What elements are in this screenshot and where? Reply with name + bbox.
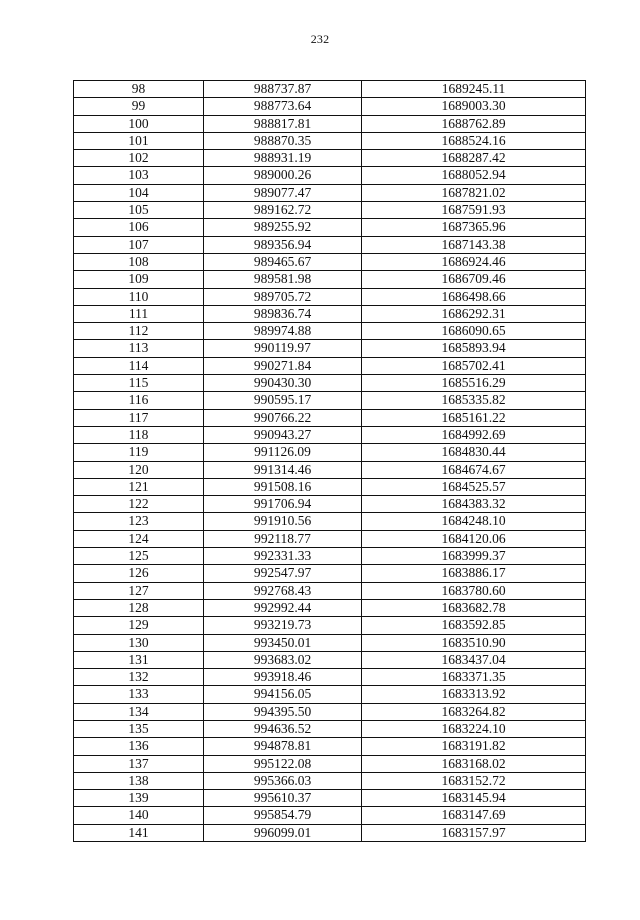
x-coordinate-cell: 994636.52 xyxy=(204,720,362,737)
table-row xyxy=(74,669,586,686)
point-number-cell: 98 xyxy=(74,81,204,98)
x-coordinate-cell: 991126.09 xyxy=(204,444,362,461)
point-number-cell: 125 xyxy=(74,548,204,565)
table-row xyxy=(74,461,586,478)
point-number-cell: 121 xyxy=(74,478,204,495)
table-row xyxy=(74,115,586,132)
y-coordinate-cell: 1683147.69 xyxy=(362,807,586,824)
point-number-cell: 113 xyxy=(74,340,204,357)
point-number-cell: 141 xyxy=(74,824,204,841)
point-number-cell: 105 xyxy=(74,202,204,219)
y-coordinate-cell: 1689245.11 xyxy=(362,81,586,98)
x-coordinate-cell: 991910.56 xyxy=(204,513,362,530)
point-number-cell: 112 xyxy=(74,323,204,340)
y-coordinate-cell: 1687143.38 xyxy=(362,236,586,253)
table-row xyxy=(74,720,586,737)
point-number-cell: 137 xyxy=(74,755,204,772)
x-coordinate-cell: 995366.03 xyxy=(204,772,362,789)
y-coordinate-cell: 1683191.82 xyxy=(362,738,586,755)
point-number-cell: 122 xyxy=(74,496,204,513)
y-coordinate-cell: 1685335.82 xyxy=(362,392,586,409)
y-coordinate-cell: 1683592.85 xyxy=(362,617,586,634)
y-coordinate-cell: 1683157.97 xyxy=(362,824,586,841)
table-row xyxy=(74,599,586,616)
point-number-cell: 104 xyxy=(74,184,204,201)
table-row xyxy=(74,686,586,703)
point-number-cell: 126 xyxy=(74,565,204,582)
page-number: 232 xyxy=(310,32,330,46)
x-coordinate-cell: 989581.98 xyxy=(204,271,362,288)
table-row xyxy=(74,426,586,443)
y-coordinate-cell: 1689003.30 xyxy=(362,98,586,115)
x-coordinate-cell: 991314.46 xyxy=(204,461,362,478)
x-coordinate-cell: 994395.50 xyxy=(204,703,362,720)
x-coordinate-cell: 995122.08 xyxy=(204,755,362,772)
y-coordinate-cell: 1687365.96 xyxy=(362,219,586,236)
table-row xyxy=(74,617,586,634)
point-number-cell: 135 xyxy=(74,720,204,737)
table-row xyxy=(74,132,586,149)
y-coordinate-cell: 1683371.35 xyxy=(362,669,586,686)
x-coordinate-cell: 990943.27 xyxy=(204,426,362,443)
y-coordinate-cell: 1683999.37 xyxy=(362,548,586,565)
coordinates-table-body xyxy=(74,81,586,842)
point-number-cell: 108 xyxy=(74,253,204,270)
x-coordinate-cell: 989974.88 xyxy=(204,323,362,340)
point-number-cell: 130 xyxy=(74,634,204,651)
y-coordinate-cell: 1687821.02 xyxy=(362,184,586,201)
point-number-cell: 111 xyxy=(74,305,204,322)
y-coordinate-cell: 1683510.90 xyxy=(362,634,586,651)
point-number-cell: 99 xyxy=(74,98,204,115)
x-coordinate-cell: 990430.30 xyxy=(204,375,362,392)
table-row xyxy=(74,582,586,599)
y-coordinate-cell: 1683780.60 xyxy=(362,582,586,599)
table-row xyxy=(74,651,586,668)
x-coordinate-cell: 989465.67 xyxy=(204,253,362,270)
table-row xyxy=(74,444,586,461)
table-row xyxy=(74,478,586,495)
point-number-cell: 123 xyxy=(74,513,204,530)
y-coordinate-cell: 1683886.17 xyxy=(362,565,586,582)
x-coordinate-cell: 992118.77 xyxy=(204,530,362,547)
y-coordinate-cell: 1688762.89 xyxy=(362,115,586,132)
x-coordinate-cell: 989255.92 xyxy=(204,219,362,236)
y-coordinate-cell: 1683152.72 xyxy=(362,772,586,789)
y-coordinate-cell: 1683224.10 xyxy=(362,720,586,737)
point-number-cell: 107 xyxy=(74,236,204,253)
x-coordinate-cell: 989705.72 xyxy=(204,288,362,305)
x-coordinate-cell: 994156.05 xyxy=(204,686,362,703)
table-row xyxy=(74,409,586,426)
x-coordinate-cell: 992768.43 xyxy=(204,582,362,599)
y-coordinate-cell: 1688524.16 xyxy=(362,132,586,149)
table-row xyxy=(74,202,586,219)
y-coordinate-cell: 1687591.93 xyxy=(362,202,586,219)
x-coordinate-cell: 993450.01 xyxy=(204,634,362,651)
y-coordinate-cell: 1686292.31 xyxy=(362,305,586,322)
x-coordinate-cell: 996099.01 xyxy=(204,824,362,841)
table-row xyxy=(74,565,586,582)
x-coordinate-cell: 988773.64 xyxy=(204,98,362,115)
y-coordinate-cell: 1684674.67 xyxy=(362,461,586,478)
table-row xyxy=(74,357,586,374)
point-number-cell: 134 xyxy=(74,703,204,720)
x-coordinate-cell: 991706.94 xyxy=(204,496,362,513)
table-row xyxy=(74,219,586,236)
x-coordinate-cell: 995610.37 xyxy=(204,790,362,807)
point-number-cell: 102 xyxy=(74,150,204,167)
coordinates-table xyxy=(73,80,586,842)
table-row xyxy=(74,634,586,651)
x-coordinate-cell: 988817.81 xyxy=(204,115,362,132)
table-row xyxy=(74,807,586,824)
y-coordinate-cell: 1685516.29 xyxy=(362,375,586,392)
x-coordinate-cell: 990271.84 xyxy=(204,357,362,374)
table-row xyxy=(74,253,586,270)
y-coordinate-cell: 1684248.10 xyxy=(362,513,586,530)
point-number-cell: 116 xyxy=(74,392,204,409)
table-row xyxy=(74,340,586,357)
y-coordinate-cell: 1684120.06 xyxy=(362,530,586,547)
x-coordinate-cell: 989836.74 xyxy=(204,305,362,322)
x-coordinate-cell: 990119.97 xyxy=(204,340,362,357)
point-number-cell: 118 xyxy=(74,426,204,443)
table-row xyxy=(74,530,586,547)
point-number-cell: 140 xyxy=(74,807,204,824)
point-number-cell: 101 xyxy=(74,132,204,149)
point-number-cell: 138 xyxy=(74,772,204,789)
table-row xyxy=(74,703,586,720)
y-coordinate-cell: 1688287.42 xyxy=(362,150,586,167)
x-coordinate-cell: 989077.47 xyxy=(204,184,362,201)
point-number-cell: 114 xyxy=(74,357,204,374)
y-coordinate-cell: 1684830.44 xyxy=(362,444,586,461)
x-coordinate-cell: 989000.26 xyxy=(204,167,362,184)
y-coordinate-cell: 1686090.65 xyxy=(362,323,586,340)
table-row xyxy=(74,392,586,409)
x-coordinate-cell: 993918.46 xyxy=(204,669,362,686)
table-row xyxy=(74,824,586,841)
point-number-cell: 106 xyxy=(74,219,204,236)
y-coordinate-cell: 1684525.57 xyxy=(362,478,586,495)
point-number-cell: 136 xyxy=(74,738,204,755)
x-coordinate-cell: 989356.94 xyxy=(204,236,362,253)
x-coordinate-cell: 992992.44 xyxy=(204,599,362,616)
x-coordinate-cell: 988931.19 xyxy=(204,150,362,167)
point-number-cell: 119 xyxy=(74,444,204,461)
table-row xyxy=(74,98,586,115)
point-number-cell: 117 xyxy=(74,409,204,426)
y-coordinate-cell: 1685893.94 xyxy=(362,340,586,357)
table-row xyxy=(74,323,586,340)
y-coordinate-cell: 1683437.04 xyxy=(362,651,586,668)
y-coordinate-cell: 1683168.02 xyxy=(362,755,586,772)
point-number-cell: 131 xyxy=(74,651,204,668)
table-row xyxy=(74,738,586,755)
y-coordinate-cell: 1683313.92 xyxy=(362,686,586,703)
x-coordinate-cell: 989162.72 xyxy=(204,202,362,219)
y-coordinate-cell: 1688052.94 xyxy=(362,167,586,184)
point-number-cell: 132 xyxy=(74,669,204,686)
point-number-cell: 110 xyxy=(74,288,204,305)
table-row xyxy=(74,513,586,530)
y-coordinate-cell: 1683682.78 xyxy=(362,599,586,616)
table-row xyxy=(74,271,586,288)
x-coordinate-cell: 988870.35 xyxy=(204,132,362,149)
y-coordinate-cell: 1683264.82 xyxy=(362,703,586,720)
x-coordinate-cell: 991508.16 xyxy=(204,478,362,495)
point-number-cell: 109 xyxy=(74,271,204,288)
table-row xyxy=(74,81,586,98)
x-coordinate-cell: 990766.22 xyxy=(204,409,362,426)
point-number-cell: 103 xyxy=(74,167,204,184)
table-row xyxy=(74,790,586,807)
point-number-cell: 127 xyxy=(74,582,204,599)
y-coordinate-cell: 1683145.94 xyxy=(362,790,586,807)
x-coordinate-cell: 995854.79 xyxy=(204,807,362,824)
table-row xyxy=(74,150,586,167)
table-row xyxy=(74,755,586,772)
y-coordinate-cell: 1686709.46 xyxy=(362,271,586,288)
table-row xyxy=(74,288,586,305)
y-coordinate-cell: 1686498.66 xyxy=(362,288,586,305)
table-row xyxy=(74,772,586,789)
point-number-cell: 133 xyxy=(74,686,204,703)
y-coordinate-cell: 1684383.32 xyxy=(362,496,586,513)
x-coordinate-cell: 990595.17 xyxy=(204,392,362,409)
table-row xyxy=(74,167,586,184)
x-coordinate-cell: 992331.33 xyxy=(204,548,362,565)
point-number-cell: 139 xyxy=(74,790,204,807)
point-number-cell: 128 xyxy=(74,599,204,616)
table-row xyxy=(74,184,586,201)
x-coordinate-cell: 993683.02 xyxy=(204,651,362,668)
point-number-cell: 120 xyxy=(74,461,204,478)
x-coordinate-cell: 992547.97 xyxy=(204,565,362,582)
table-row xyxy=(74,305,586,322)
table-row xyxy=(74,375,586,392)
point-number-cell: 124 xyxy=(74,530,204,547)
y-coordinate-cell: 1685161.22 xyxy=(362,409,586,426)
table-row xyxy=(74,236,586,253)
x-coordinate-cell: 994878.81 xyxy=(204,738,362,755)
point-number-cell: 100 xyxy=(74,115,204,132)
y-coordinate-cell: 1684992.69 xyxy=(362,426,586,443)
table-row xyxy=(74,548,586,565)
x-coordinate-cell: 993219.73 xyxy=(204,617,362,634)
point-number-cell: 129 xyxy=(74,617,204,634)
y-coordinate-cell: 1686924.46 xyxy=(362,253,586,270)
x-coordinate-cell: 988737.87 xyxy=(204,81,362,98)
point-number-cell: 115 xyxy=(74,375,204,392)
y-coordinate-cell: 1685702.41 xyxy=(362,357,586,374)
table-row xyxy=(74,496,586,513)
